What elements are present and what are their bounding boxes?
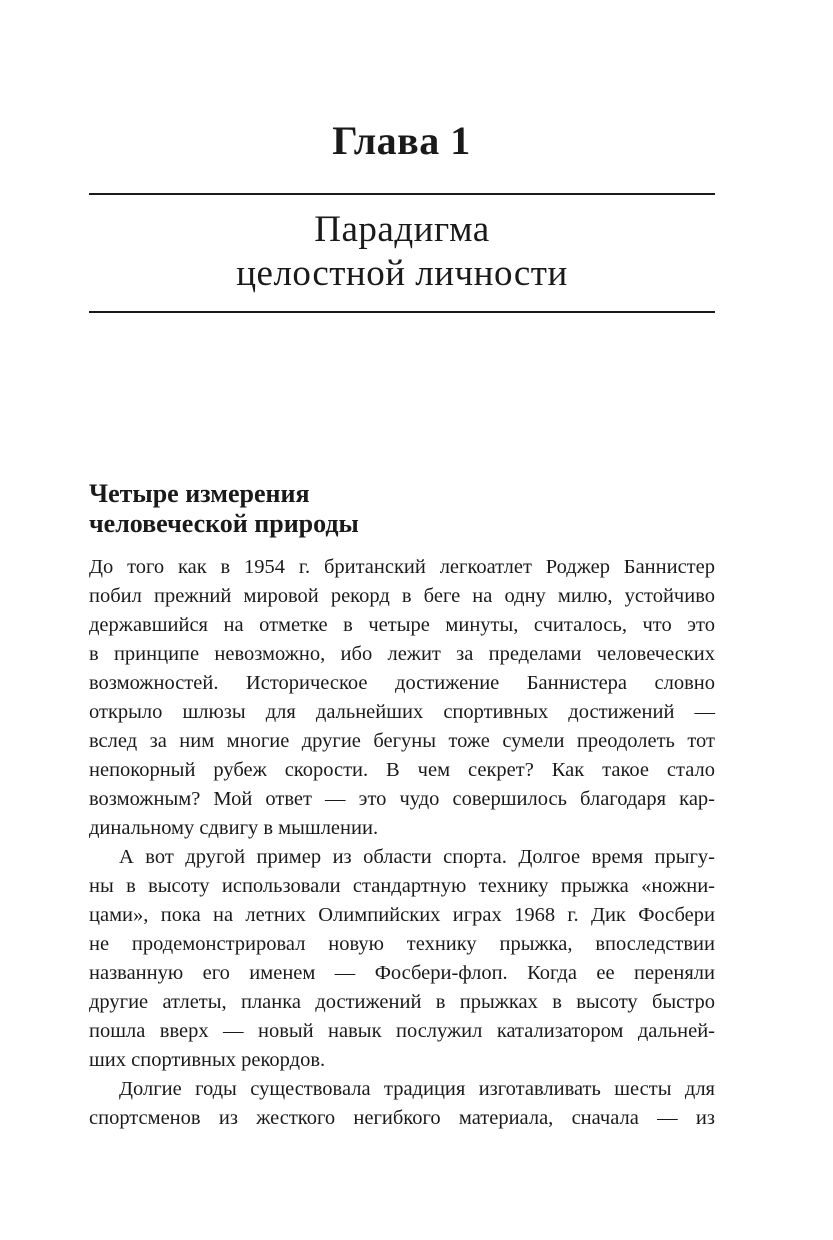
- paragraph-1: [89, 553, 715, 843]
- text-line: динальному сдвигу в мышлении.: [89, 817, 379, 839]
- chapter-title-line: целостной личности: [236, 253, 568, 294]
- text-line: в принципе невозможно, ибо лежит за пределами человеческих: [89, 643, 715, 665]
- chapter-rule-bottom: [89, 311, 715, 313]
- text-line: цами», пока на летних Олимпийских играх 1968 г. Дик Фосбери: [89, 904, 715, 926]
- text-line: спортсменов из жесткого негибкого материала, сначала — из: [89, 1107, 715, 1129]
- text-line: державшийся на отметке в четыре минуты, считалось, что это: [89, 614, 715, 636]
- paragraph-2: [89, 843, 715, 1075]
- text-line: ших спортивных рекордов.: [89, 1049, 326, 1071]
- chapter-title-line: Парадигма: [314, 209, 490, 250]
- chapter-rule-top: [89, 193, 715, 195]
- chapter-label: Глава 1: [332, 118, 471, 163]
- text-line: пошла вверх — новый навык послужил катализатором дальней-: [89, 1020, 715, 1042]
- text-line: не продемонстрировал новую технику прыжка, впоследствии: [89, 933, 715, 955]
- body-text: [89, 553, 715, 1133]
- text-line: ны в высоту использовали стандартную технику прыжка «ножни-: [89, 875, 715, 897]
- text-line: вслед за ним многие другие бегуны тоже сумели преодолеть тот: [89, 730, 715, 752]
- section-heading-line: Четыре измерения: [89, 479, 310, 508]
- section-heading-line: человеческой природы: [89, 509, 359, 538]
- text-line: непокорный рубеж скорости. В чем секрет? Как такое стало: [89, 759, 715, 781]
- text-line: Долгие годы существовала традиция изготавливать шесты для: [119, 1078, 715, 1100]
- text-line: возможным? Мой ответ — это чудо совершилось благодаря кар-: [89, 788, 715, 810]
- text-line: возможностей. Историческое достижение Баннистера словно: [89, 672, 715, 694]
- text-line: побил прежний мировой рекорд в беге на одну милю, устойчиво: [89, 585, 715, 607]
- paragraph-3: [89, 1075, 715, 1133]
- text-line: названную его именем — Фосбери-флоп. Когда ее переняли: [89, 962, 715, 984]
- text-line: А вот другой пример из области спорта. Долгое время прыгу-: [119, 846, 715, 868]
- text-line: открыло шлюзы для дальнейших спортивных достижений —: [89, 701, 715, 723]
- text-line: другие атлеты, планка достижений в прыжках в высоту быстро: [89, 991, 715, 1013]
- text-line: До того как в 1954 г. британский легкоатлет Роджер Баннистер: [89, 556, 715, 578]
- section-heading: [89, 479, 715, 539]
- chapter-title: [89, 208, 715, 296]
